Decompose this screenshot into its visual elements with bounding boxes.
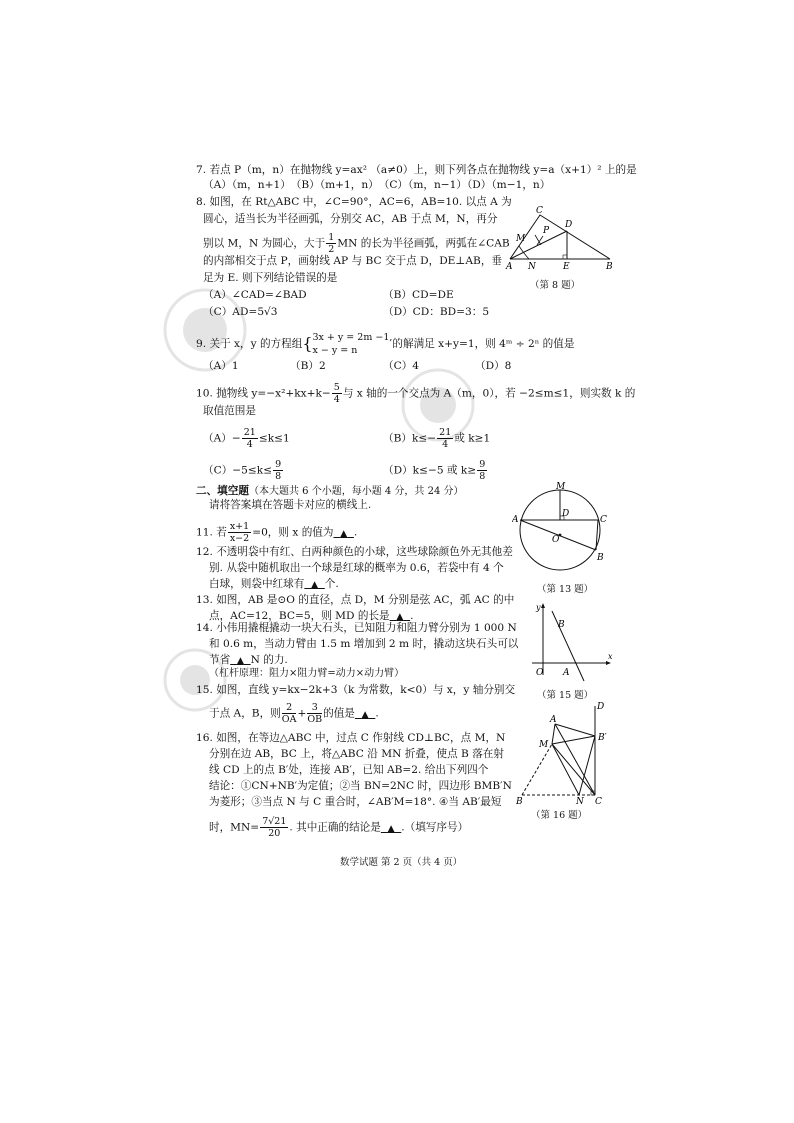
svg-text:D: D — [597, 702, 605, 712]
q11-stem: 11. 若 $\frac{x+1}{x-2}$ =0，则 x 的值为 ▲ . — [196, 521, 358, 544]
q7-options: （A）（m，n+1） （B）（m+1，n） （C）（m，n−1）（D）（m−1，n） — [203, 179, 551, 191]
q13-caption: （第 13 题） — [537, 584, 594, 595]
q9-option-a: （A）1 — [203, 360, 239, 372]
q15-stem-1: 15. 如图，直线 y=kx−2k+3（k 为常数，k<0）与 x，y 轴分别交 — [196, 684, 516, 696]
q9-stem: 9. 关于 x，y 的方程组{ 3x + y = 2m −1, x − y = n 的解满足 x+y=1，则 4ᵐ ÷ 2ⁿ 的值是 — [196, 332, 575, 356]
svg-text:N: N — [576, 797, 584, 807]
q13-figure — [512, 480, 608, 580]
svg-text:P: P — [543, 226, 550, 236]
svg-text:C: C — [600, 515, 607, 525]
q16-stem-2: 分别在边 AB，BC 上，将△ABC 沿 MN 折叠，使点 B 落在射 — [209, 748, 504, 760]
q16-figure — [512, 700, 612, 810]
svg-text:C: C — [595, 797, 602, 807]
svg-text:A: A — [550, 715, 557, 725]
svg-text:O: O — [536, 668, 544, 678]
q10-option-b: （B）k≤− $\frac{21}{4}$ 或 k≥1 — [383, 427, 491, 450]
q12-stem-1: 12. 不透明袋中有红、白两种颜色的小球，这些球除颜色外无其他差 — [196, 546, 513, 558]
q14-stem-3: 节省 ▲ N 的力. — [209, 654, 288, 666]
svg-text:x: x — [608, 652, 613, 661]
q8-caption: （第 8 题） — [530, 280, 581, 291]
section-2-title: 二、填空题 — [196, 485, 249, 497]
q15-caption: （第 15 题） — [537, 690, 594, 701]
q15-stem-2: 于点 A，B，则 $\frac{2}{OA}$ + $\frac{3}{OB}$ 的值是 ▲ . — [209, 702, 379, 725]
answer-blank-marker: ▲ — [340, 528, 348, 539]
q10-option-d: （D）k≤−5 或 k≥ $\frac{9}{8}$ — [383, 459, 486, 482]
q8-option-a: （A）∠CAD=∠BAD — [203, 289, 307, 301]
svg-text:N: N — [528, 262, 536, 272]
svg-text:O: O — [552, 535, 560, 545]
q14-lever-principle: （杠杆原理：阻力×阻力臂=动力×动力臂） — [209, 668, 405, 679]
q12-stem-2: 别. 从袋中随机取出一个球是红球的概率为 0.6，若袋中有 4 个 — [209, 562, 504, 574]
q13-stem-2: 点，AC=12，BC=5，则 MD 的长是 ▲ . — [209, 610, 414, 622]
q10-stem: 10. 抛物线 y=−x²+kx+k− $\frac{5}{4}$ 与 x 轴的一个交点为 A（m，0），若 −2≤m≤1，则实数 k 的 — [196, 382, 636, 405]
q14-stem-2: 和 0.6 m，当动力臂由 1.5 m 增加到 2 m 时，撬动这块石头可以 — [209, 638, 519, 650]
q16-stem-4: 结论：①CN+NB′为定值；②当 BN=2NC 时，四边形 BMB′N — [209, 780, 512, 792]
q8-stem-1: 8. 如图，在 Rt△ABC 中，∠C=90°，AC=6，AB=10. 以点 A 为 — [196, 196, 512, 208]
q16-stem-3: 线 CD 上的点 B′处，连接 AB′，已知 AB=2. 给出下列四个 — [209, 764, 489, 776]
svg-text:M: M — [516, 234, 526, 244]
q15-figure — [528, 601, 618, 683]
q8-stem-2: 圆心，适当长为半径画弧，分别交 AC，AB 于点 M，N，再分 — [203, 213, 498, 225]
q9-option-c: （C）4 — [383, 360, 420, 372]
q8-stem-5: 足为 E. 则下列结论错误的是 — [203, 272, 338, 284]
q10-stem-2: 取值范围是 — [203, 405, 256, 417]
section-2-instruction: 请将答案填在答题卡对应的横线上. — [209, 499, 372, 511]
q9-option-b: （B）2 — [290, 360, 326, 372]
q16-stem-6: 时，MN= $\frac{7√21}{20}$ . 其中正确的结论是 ▲ .（填写序号） — [209, 816, 469, 839]
q10-option-c: （C）−5≤k≤ $\frac{9}{8}$ — [203, 459, 282, 482]
q8-option-b: （B）CD=DE — [383, 289, 454, 301]
svg-text:M: M — [539, 740, 549, 750]
q8-option-d: （D）CD：BD=3：5 — [383, 306, 490, 318]
page-footer: 数学试题 第 2 页（共 4 页） — [340, 857, 463, 868]
svg-text:A: A — [506, 262, 513, 272]
svg-text:y: y — [536, 603, 541, 612]
q13-stem-1: 13. 如图，AB 是⊙O 的直径，点 D，M 分别是弦 AC，弧 AC 的中 — [196, 594, 515, 606]
q8-stem-3: 别以 M，N 为圆心，大于 $\frac{1}{2}$ MN 的长为半径画弧，两弧在∠CAB — [203, 232, 510, 255]
q14-stem-1: 14. 小伟用撬棍撬动一块大石头，已知阻力和阻力臂分别为 1 000 N — [196, 622, 517, 634]
svg-text:E: E — [563, 262, 570, 272]
svg-text:C: C — [536, 206, 543, 216]
svg-text:B: B — [558, 620, 565, 630]
svg-text:D: D — [562, 509, 570, 519]
q9-option-d: （D）8 — [475, 360, 512, 372]
q8-figure — [505, 203, 615, 275]
q8-stem-4: 的内部相交于点 P，画射线 AP 与 BC 交于点 D，DE⊥AB，垂 — [203, 255, 503, 267]
svg-text:B: B — [606, 262, 613, 272]
q16-stem-1: 16. 如图，在等边△ABC 中，过点 C 作射线 CD⊥BC，点 M，N — [196, 732, 506, 744]
svg-text:A: A — [512, 515, 519, 525]
section-2-header: 二、填空题（本大题共 6 个小题，每小题 4 分，共 24 分） — [196, 485, 464, 497]
svg-text:A: A — [563, 668, 570, 678]
q7-stem: 7. 若点 P（m，n）在抛物线 y=ax² （a≠0）上，则下列各点在抛物线 y=a（x+1）² 上的是 — [196, 164, 637, 176]
q10-option-a: （A）− $\frac{21}{4}$ ≤k≤1 — [203, 427, 290, 450]
fraction-half: $\frac{1}{2}$ — [328, 232, 335, 255]
svg-text:B: B — [516, 797, 523, 807]
svg-text:B: B — [597, 553, 604, 563]
q8-option-c: （C）AD=5√3 — [203, 306, 278, 318]
svg-text:B′: B′ — [598, 733, 607, 743]
svg-text:M: M — [556, 482, 566, 492]
svg-text:D: D — [565, 220, 573, 230]
q16-stem-5: 为菱形；③当点 N 与 C 重合时，∠AB′M=18°. ④当 AB′最短 — [209, 796, 502, 808]
q12-stem-3: 白球，则袋中红球有 ▲ 个. — [209, 578, 339, 590]
q16-caption: （第 16 题） — [531, 810, 588, 821]
